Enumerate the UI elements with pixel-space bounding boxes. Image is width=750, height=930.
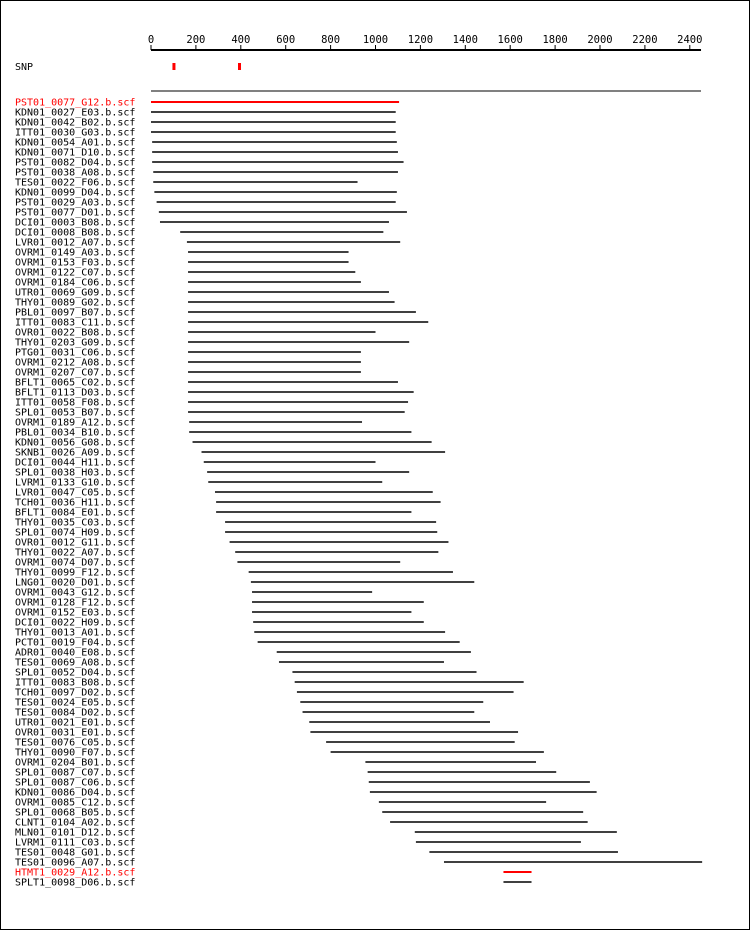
snp-label: SNP [15,62,34,73]
read-label: LVR01_0012_A07.b.scf [15,237,136,249]
read-label: ITT01_0058_F08.b.scf [15,397,136,409]
read-label: TES01_0024_E05.b.scf [15,697,136,709]
axis-tick-label: 200 [186,34,206,46]
read-label: OVRM1_0207_C07.b.scf [15,367,136,379]
axis-tick-label: 1000 [362,34,389,46]
axis-tick-label: 2000 [587,34,613,46]
read-label: UTR01_0069_G09.b.scf [15,287,136,299]
read-label: UTR01_0021_E01.b.scf [15,717,136,729]
read-label: TES01_0048_G01.b.scf [15,847,136,859]
read-label: OVRM1_0152_E03.b.scf [15,607,136,619]
read-label: SPL01_0038_H03.b.scf [15,467,136,479]
read-label: LVRM1_0111_C03.b.scf [15,837,136,849]
axis-tick-label: 1200 [407,34,434,46]
read-label: KDN01_0071_D10.b.scf [15,147,136,159]
axis-tick-label: 1800 [542,34,568,46]
read-label: PST01_0038_A08.b.scf [15,167,136,179]
read-label: OVRM1_0085_C12.b.scf [15,797,136,809]
read-label: ITT01_0030_G03.b.scf [15,127,136,139]
read-label: OVRM1_0043_G12.b.scf [15,587,136,599]
position-axis [148,34,703,50]
read-label: MLN01_0101_D12.b.scf [15,827,136,839]
snp-marker [238,63,241,70]
axis-tick-label: 400 [231,34,251,46]
read-label: KDN01_0042_B02.b.scf [15,117,136,129]
read-label: DCI01_0022_H09.b.scf [15,617,136,629]
axis-tick-label: 600 [276,34,296,46]
read-label: SKNB1_0026_A09.b.scf [15,447,136,459]
read-label: LVR01_0047_C05.b.scf [15,487,136,499]
read-label: OVR01_0022_B08.b.scf [15,327,136,339]
read-label: OVR01_0012_G11.b.scf [15,537,136,549]
read-label: OVRM1_0074_D07.b.scf [15,557,136,569]
read-label: PCT01_0019_F04.b.scf [15,637,136,649]
read-label: SPL01_0087_C07.b.scf [15,767,136,779]
axis-tick-label: 2200 [632,34,658,46]
axis-tick-label: 2400 [677,34,703,46]
read-label: PBL01_0034_B10.b.scf [15,427,136,439]
read-label: ITT01_0083_B08.b.scf [15,677,136,689]
read-label: SPL01_0053_B07.b.scf [15,407,136,419]
read-label: KDN01_0056_G08.b.scf [15,437,136,449]
read-label: TCH01_0097_D02.b.scf [15,687,136,699]
read-label: THY01_0099_F12.b.scf [15,567,136,579]
read-label: TES01_0069_A08.b.scf [15,657,136,669]
alignment-chart [1,1,749,929]
read-label: THY01_0013_A01.b.scf [15,627,136,639]
read-label: BFLT1_0084_E01.b.scf [15,507,136,519]
read-label: CLNT1_0104_A02.b.scf [15,817,136,829]
read-label: OVRM1_0189_A12.b.scf [15,417,136,429]
snp-marker [172,63,175,70]
read-label: PST01_0082_D04.b.scf [15,157,136,169]
read-label: LVRM1_0133_G10.b.scf [15,477,136,489]
read-label: BFLT1_0065_C02.b.scf [15,377,136,389]
axis-tick-label: 0 [147,34,155,46]
read-label: OVRM1_0212_A08.b.scf [15,357,136,369]
axis-tick-label: 800 [321,34,341,46]
read-label: ITT01_0083_C11.b.scf [15,317,136,329]
read-label: THY01_0035_C03.b.scf [15,517,136,529]
read-label: KDN01_0027_E03.b.scf [15,107,136,119]
read-label: TES01_0022_F06.b.scf [15,177,136,189]
read-label: LNG01_0020_D01.b.scf [15,577,136,589]
read-label: TES01_0096_A07.b.scf [15,857,136,869]
read-label: OVRM1_0184_C06.b.scf [15,277,136,289]
read-label: OVRM1_0149_A03.b.scf [15,247,136,259]
read-label: SPL01_0087_C06.b.scf [15,777,136,789]
read-list [15,98,702,889]
read-label: SPL01_0052_D04.b.scf [15,667,136,679]
read-label: KDN01_0099_D04.b.scf [15,187,136,199]
read-label: SPL01_0074_H09.b.scf [15,527,136,539]
read-label: THY01_0090_F07.b.scf [15,747,136,759]
read-label: BFLT1_0113_D03.b.scf [15,387,136,399]
read-label: THY01_0203_G09.b.scf [15,337,136,349]
read-label: DCI01_0003_B08.b.scf [15,217,136,229]
read-label: DCI01_0008_B08.b.scf [15,227,136,239]
read-label: OVRM1_0122_C07.b.scf [15,267,136,279]
snp-track [15,62,241,73]
read-label: THY01_0022_A07.b.scf [15,547,136,559]
read-label: TES01_0076_C05.b.scf [15,737,136,749]
read-label: OVRM1_0128_F12.b.scf [15,597,136,609]
read-label: TCH01_0036_H11.b.scf [15,497,136,509]
read-label: ADR01_0040_E08.b.scf [15,647,136,659]
read-label: PST01_0077_G12.b.scf [15,97,136,109]
axis-tick-label: 1400 [452,34,478,46]
read-label: OVRM1_0153_F03.b.scf [15,257,136,269]
read-label: OVRM1_0204_B01.b.scf [15,757,136,769]
axis-tick-label: 1600 [497,34,523,46]
read-label: PST01_0029_A03.b.scf [15,197,136,209]
read-label: SPLT1_0098_D06.b.scf [15,877,136,889]
read-label: PST01_0077_D01.b.scf [15,207,136,219]
read-label: SPL01_0068_B05.b.scf [15,807,136,819]
read-label: PTG01_0031_C06.b.scf [15,347,136,359]
read-label: TES01_0084_D02.b.scf [15,707,136,719]
read-label: DCI01_0044_H11.b.scf [15,457,136,469]
read-label: KDN01_0054_A01.b.scf [15,137,136,149]
read-label: OVR01_0031_E01.b.scf [15,727,136,739]
read-label: THY01_0089_G02.b.scf [15,297,136,309]
read-label: HTMT1_0029_A12.b.scf [15,867,136,879]
read-label: KDN01_0086_D04.b.scf [15,787,136,799]
read-label: PBL01_0097_B07.b.scf [15,307,136,319]
